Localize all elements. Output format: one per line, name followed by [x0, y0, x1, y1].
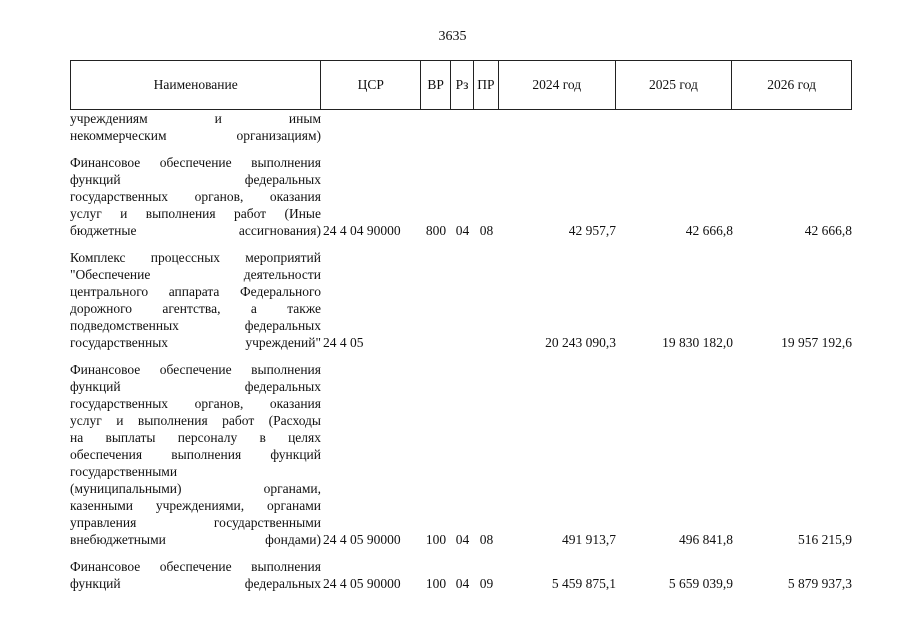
row-2026: 516 215,9 — [798, 532, 852, 547]
row-name-line: "Обеспечение деятельности — [70, 267, 321, 282]
row-vr: 100 — [425, 576, 447, 591]
row-name-line: некоммерческим организациям) — [70, 128, 321, 143]
budget-table — [70, 60, 852, 592]
row-name — [70, 361, 321, 548]
row-name-line: функций федеральных — [70, 172, 321, 187]
row-name-line: обеспечения выполнения функций — [70, 447, 321, 462]
row-csr: 24 4 04 90000 — [323, 223, 401, 238]
row-name-line: государственными — [70, 464, 178, 479]
row-csr: 24 4 05 90000 — [323, 576, 401, 591]
row-pr: 08 — [479, 223, 494, 238]
row-name-line: услуг и выполнения работ (Расходы — [70, 413, 321, 428]
header-2026: 2026 год — [767, 77, 817, 92]
table-row — [70, 558, 852, 592]
row-2025: 42 666,8 — [685, 223, 733, 238]
header-csr: ЦСР — [321, 61, 421, 109]
page-number: 3635 — [438, 29, 467, 44]
row-name-line: функций федеральных — [70, 379, 321, 394]
row-2025: 19 830 182,0 — [662, 335, 733, 350]
row-name — [70, 558, 321, 592]
row-2026: 19 957 192,6 — [781, 335, 852, 350]
row-name-line: бюджетные ассигнования) — [70, 223, 321, 238]
row-name-line: (муниципальными) органами, — [70, 481, 321, 496]
row-csr: 24 4 05 90000 — [323, 532, 401, 547]
row-2024: 491 913,7 — [562, 532, 616, 547]
row-name-line: государственных учреждений" — [70, 335, 321, 350]
row-name-line: услуг и выполнения работ (Иные — [70, 206, 321, 221]
row-name-line: на выплаты персоналу в целях — [70, 430, 321, 445]
row-rz: 04 — [455, 576, 470, 591]
row-2024: 42 957,7 — [568, 223, 616, 238]
table-row — [70, 249, 852, 351]
row-2026: 42 666,8 — [804, 223, 852, 238]
row-name-line: Финансовое обеспечение выполнения — [70, 559, 321, 574]
table-row — [70, 361, 852, 548]
header-2025: 2025 год — [616, 61, 733, 109]
row-name-line: казенными учреждениями, органами — [70, 498, 321, 513]
table-row — [70, 110, 852, 144]
row-name-line: подведомственных федеральных — [70, 318, 321, 333]
row-2024: 5 459 875,1 — [551, 576, 616, 591]
row-name-line: центрального аппарата Федерального — [70, 284, 321, 299]
row-2025: 5 659 039,9 — [668, 576, 733, 591]
row-name-line: Финансовое обеспечение выполнения — [70, 155, 321, 170]
row-name — [70, 154, 321, 239]
header-pr: ПР — [474, 61, 499, 109]
row-pr: 09 — [479, 576, 494, 591]
row-csr: 24 4 05 — [323, 335, 364, 350]
row-name-line: учреждениям и иным — [70, 111, 321, 126]
row-name-line: внебюджетными фондами) — [70, 532, 321, 547]
table-body — [70, 110, 852, 592]
row-pr: 08 — [479, 532, 494, 547]
row-name-line: Финансовое обеспечение выполнения — [70, 362, 321, 377]
row-name-line: управления государственными — [70, 515, 321, 530]
table-row — [70, 154, 852, 239]
table-header — [70, 60, 852, 110]
row-name — [70, 249, 321, 351]
row-name-line: Комплекс процессных мероприятий — [70, 250, 321, 265]
row-vr: 100 — [425, 532, 447, 547]
row-2024: 20 243 090,3 — [545, 335, 616, 350]
header-name: Наименование — [71, 61, 321, 109]
row-name-line: дорожного агентства, а также — [70, 301, 321, 316]
row-2026: 5 879 937,3 — [787, 576, 852, 591]
row-name-line: государственных органов, оказания — [70, 189, 321, 204]
header-2024: 2024 год — [499, 61, 616, 109]
row-name-line: государственных органов, оказания — [70, 396, 321, 411]
row-name — [70, 110, 321, 144]
row-name-line: функций федеральных — [70, 576, 321, 591]
header-rz: Рз — [451, 61, 474, 109]
row-rz: 04 — [455, 223, 470, 238]
row-rz: 04 — [455, 532, 470, 547]
header-vr: ВР — [421, 61, 451, 109]
row-2025: 496 841,8 — [679, 532, 733, 547]
row-vr: 800 — [425, 223, 447, 238]
